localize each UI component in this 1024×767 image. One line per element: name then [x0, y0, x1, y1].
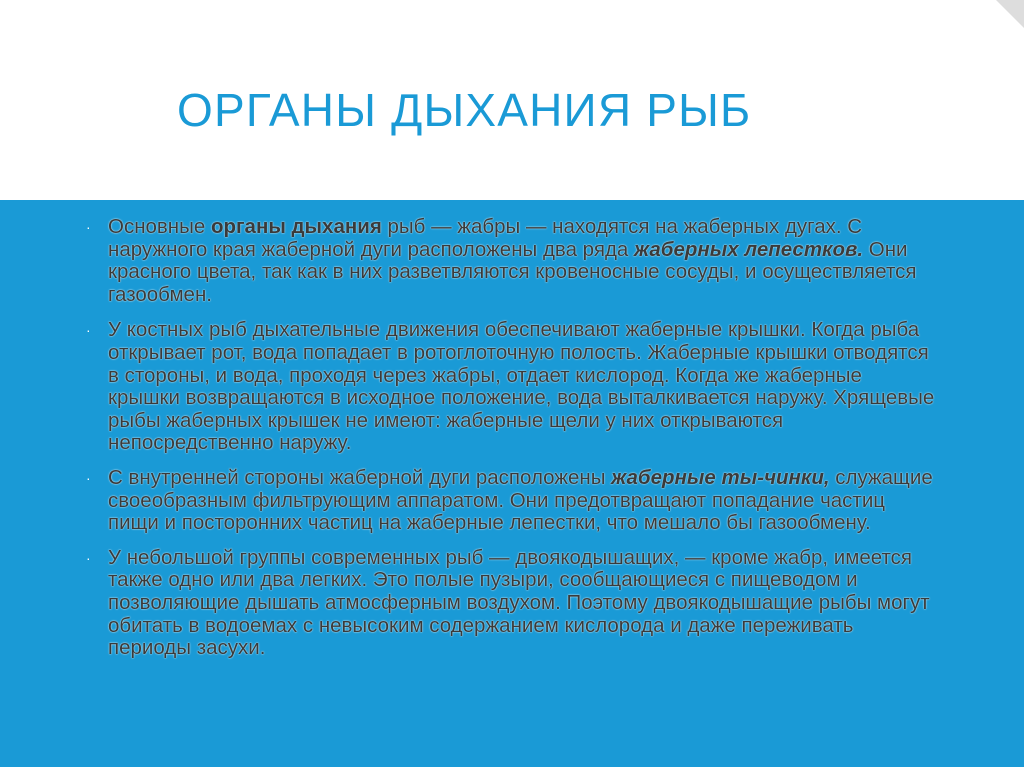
slide-title: ОРГАНЫ ДЫХАНИЯ РЫБ	[177, 83, 752, 136]
bullet-item-gills	[86, 216, 936, 306]
bullet-text: У костных рыб дыхательные движения обеспечивают жаберные крышки. Когда рыба открывает рот, вода попадает в ротоглоточную полость. Жаберные крышки отводятся в стороны, и вода, проходя через жабры, отдает кислород. Когда же жаберные крышки возвращаются в исходное положение, вода выталкивается наружу. Хрящевые рыбы жаберных крышек не имеют: жаберные щели у них открываются непосредственно наружу.	[108, 318, 935, 455]
title-area	[0, 0, 1024, 200]
bullet-dot-icon: ·	[86, 322, 91, 339]
content-area	[0, 200, 1024, 767]
bullet-dot-icon: ·	[86, 549, 91, 566]
bullet-text: С внутренней стороны жаберной дуги расположены жаберные ты-чинки, служащие своеобразным фильтрующим аппаратом. Они предотвращают попадание частиц пищи и посторонних частиц на жаберные лепестки, что мешало бы газообмену.	[108, 465, 933, 535]
emphasis-term: жаберных лепестков.	[634, 237, 864, 261]
bullet-text: Основные органы дыхания рыб — жабры — находятся на жаберных дугах. С наружного края жаберной дуги расположены два ряда жаберных лепестков. Они красного цвета, так как в них разветвляются кровеносные сосуды, и осуществляется газообмен.	[108, 215, 917, 306]
bullet-item-bony-fish	[86, 319, 936, 455]
emphasis-term: органы дыхания	[210, 215, 382, 238]
bullet-item-gill-rakers	[86, 467, 936, 535]
bullet-list	[86, 216, 936, 672]
bullet-item-lungfish	[86, 547, 936, 660]
emphasis-term: жаберные ты-чинки,	[611, 465, 830, 489]
bullet-dot-icon: ·	[86, 219, 91, 235]
bullet-text: У небольшой группы современных рыб — двоякодышащих, — кроме жабр, имеется также одно или два легких. Это полые пузыри, сообщающиеся с пищеводом и позволяющие дышать атмосферным воздухом. Поэтому двоякодышащие рыбы могут обитать в водоемах с невысоким содержанием кислорода и даже переживать периоды засухи.	[108, 545, 930, 660]
bullet-dot-icon: ·	[86, 469, 91, 486]
